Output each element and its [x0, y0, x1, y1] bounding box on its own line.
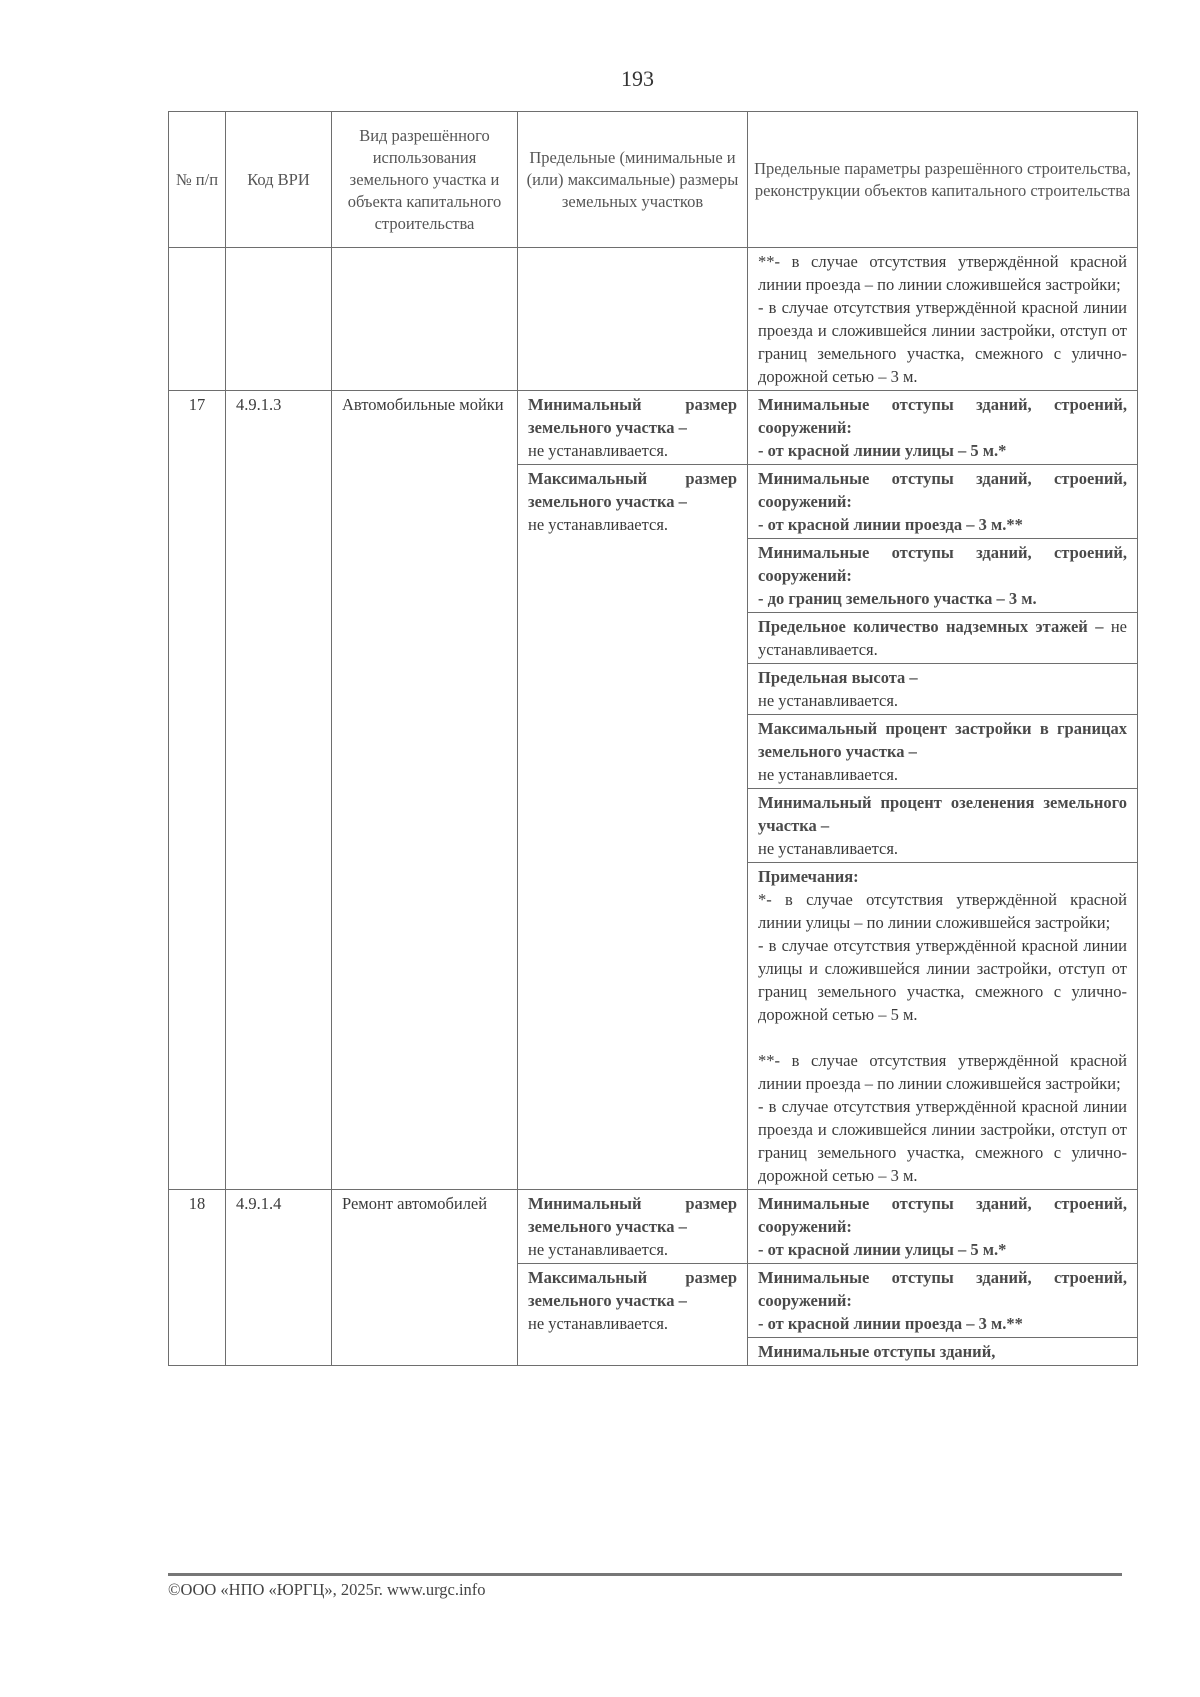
row-code: 4.9.1.4 [226, 1190, 332, 1366]
row-kind: Автомобильные мойки [332, 391, 518, 1190]
footer-divider [168, 1573, 1122, 1576]
param-cell [748, 1264, 1138, 1338]
param-value: - от красной линии улицы – 5 м.* [758, 441, 1007, 460]
max-size-value: не устанавливается. [528, 515, 669, 534]
row-kind: Ремонт автомобилей [332, 1190, 518, 1366]
footer-copyright: ©ООО «НПО «ЮРГЦ», 2025г. www.urgc.info [168, 1580, 486, 1599]
param-value: не устанавливается. [758, 839, 899, 858]
min-size-cell [518, 391, 748, 465]
cell-continuation-notes [748, 248, 1138, 391]
spacer [758, 1026, 1127, 1049]
param-cell [748, 613, 1138, 664]
note-text: - в случае отсутствия утверждённой красной линии проезда и сложившейся линии застройки, отступ от границ земельного участка, смежного с улично-дорожной сетью – 3 м. [758, 1097, 1127, 1185]
header-sizes: Предельные (минимальные и (или) максимальные) размеры земельных участков [518, 112, 748, 248]
table-row-17 [169, 391, 1138, 465]
table-row-continuation [169, 248, 1138, 391]
param-label: Предельная высота – [758, 668, 918, 687]
table-row-18 [169, 1190, 1138, 1264]
param-cell [748, 465, 1138, 539]
notes-cell [748, 863, 1138, 1190]
note-text: *- в случае отсутствия утверждённой красной линии улицы – по линии сложившейся застройки; [758, 890, 1127, 932]
param-label: Минимальные отступы зданий, строений, сооружений: [758, 1268, 1127, 1310]
max-size-value: не устанавливается. [528, 1314, 669, 1333]
param-cell [748, 1190, 1138, 1264]
param-value: - до границ земельного участка – 3 м. [758, 589, 1037, 608]
param-cell [748, 664, 1138, 715]
cell-empty [226, 248, 332, 391]
param-label: Минимальные отступы зданий, строений, сооружений: [758, 469, 1127, 511]
param-value: - от красной линии проезда – 3 м.** [758, 1314, 1023, 1333]
param-cell [748, 1338, 1138, 1366]
row-number: 17 [169, 391, 226, 1190]
regulations-table [168, 111, 1138, 1366]
cell-empty [169, 248, 226, 391]
table-header-row [169, 112, 1138, 248]
max-size-cell [518, 1264, 748, 1366]
param-value: не устанавливается. [758, 617, 1127, 659]
header-kind: Вид разрешённого использования земельного участка и объекта капитального строительства [332, 112, 518, 248]
note-text: - в случае отсутствия утверждённой красной линии улицы и сложившейся линии застройки, отступ от границ земельного участка, смежного с улично-дорожной сетью – 5 м. [758, 936, 1127, 1024]
param-cell [748, 789, 1138, 863]
param-label: Минимальный процент озеленения земельного участка – [758, 793, 1127, 835]
row-number: 18 [169, 1190, 226, 1366]
param-cell [748, 715, 1138, 789]
notes-title: Примечания: [758, 867, 859, 886]
param-label: Максимальный процент застройки в границах земельного участка – [758, 719, 1127, 761]
min-size-label: Минимальный размер земельного участка – [528, 395, 737, 437]
param-label: Минимальные отступы зданий, строений, сооружений: [758, 395, 1127, 437]
param-label: Предельное количество надземных этажей – [758, 617, 1104, 636]
min-size-label: Минимальный размер земельного участка – [528, 1194, 737, 1236]
param-value: не устанавливается. [758, 691, 899, 710]
min-size-cell [518, 1190, 748, 1264]
param-cell [748, 391, 1138, 465]
min-size-value: не устанавливается. [528, 1240, 669, 1259]
note-text: **- в случае отсутствия утверждённой красной линии проезда – по линии сложившейся застройки; [758, 252, 1127, 294]
header-num: № п/п [169, 112, 226, 248]
header-params: Предельные параметры разрешённого строительства, реконструкции объектов капитального строительства [748, 112, 1138, 248]
header-code: Код ВРИ [226, 112, 332, 248]
param-label: Минимальные отступы зданий, [758, 1342, 996, 1361]
param-label: Минимальные отступы зданий, строений, сооружений: [758, 543, 1127, 585]
note-text: - в случае отсутствия утверждённой красной линии проезда и сложившейся линии застройки, отступ от границ земельного участка, смежного с улично-дорожной сетью – 3 м. [758, 298, 1127, 386]
param-value: - от красной линии улицы – 5 м.* [758, 1240, 1007, 1259]
param-value: не устанавливается. [758, 765, 899, 784]
max-size-label: Максимальный размер земельного участка – [528, 1268, 737, 1310]
row-code: 4.9.1.3 [226, 391, 332, 1190]
param-value: - от красной линии проезда – 3 м.** [758, 515, 1023, 534]
param-label: Минимальные отступы зданий, строений, сооружений: [758, 1194, 1127, 1236]
page-number: 193 [621, 66, 654, 91]
cell-empty [332, 248, 518, 391]
max-size-label: Максимальный размер земельного участка – [528, 469, 737, 511]
cell-empty [518, 248, 748, 391]
param-cell [748, 539, 1138, 613]
note-text: **- в случае отсутствия утверждённой красной линии проезда – по линии сложившейся застройки; [758, 1051, 1127, 1093]
max-size-cell [518, 465, 748, 1190]
min-size-value: не устанавливается. [528, 441, 669, 460]
